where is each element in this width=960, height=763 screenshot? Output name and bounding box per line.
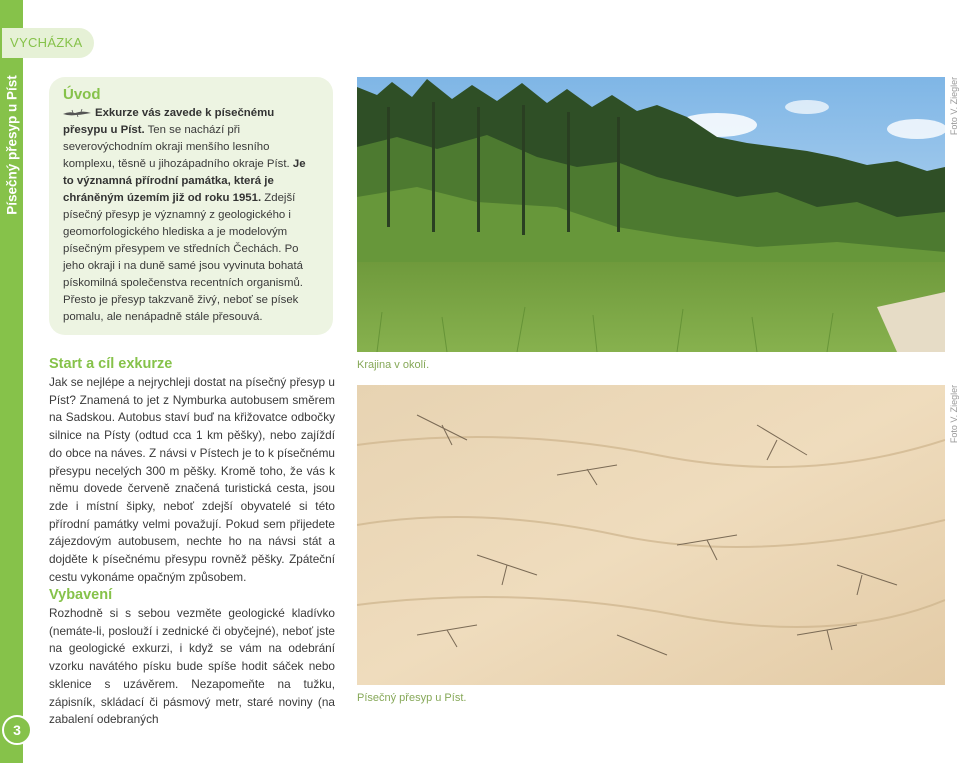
- sand-dune-credit-text: Foto V. Ziegler: [949, 384, 959, 444]
- landscape-photo-credit: [948, 76, 960, 136]
- sand-dune-photo-credit: [948, 384, 960, 444]
- equipment-text: Rozhodně si s sebou vezměte geologické kladívko (nemáte-li, poslouží i zednické či obyčejné), neboť jste na geologické exkurzi, i když se vám na odebrání vzorku navátého písku bude spíše hodit sáček nebo sklenice s uzávěrem. Nezapomeňte na tužku, zápisník, skládací či pásmový metr, staré noviny (na zabalení odebraných: [49, 606, 335, 727]
- start-text: Jak se nejlépe a nejrychleji dostat na písečný přesyp u Píst? Znamená to jet z Nymburka autobusem směrem na Sadskou. Autobus staví buď na křižovatce odbočky silnice na Písty (odtud cca 1 km pěšky), nebo zajíždí do obce na náves. Z návsi v Pístech je to k písečnému přesypu necelých 300 m pěšky. Kromě toho, že vás k němu dovede červeně značená turistická cesta, jsou zde i místní šipky, neboť zdejší obyvatelé si této přírodní památky velmi považují. Pokud sem přijedete zájezdovým autobusem, nechte ho na návsi stát a dojděte k písečnému přesypu rovněž pěšky. Zpáteční cestu vykonáme opačným způsobem.: [49, 375, 335, 584]
- landscape-credit-text: Foto V. Ziegler: [949, 76, 959, 136]
- sand-dune-caption: Písečný přesyp u Píst.: [357, 692, 467, 704]
- landscape-caption: Krajina v okolí.: [357, 359, 430, 371]
- sidebar-title-text: Písečný přesyp u Píst: [4, 75, 19, 215]
- section-tag: VYCHÁZKA: [2, 28, 94, 58]
- intro-text-1: Ten se nachází při severovýchodním okraji menšího lesního komplexu, těsně u jihozápadního okraje Píst.: [63, 124, 293, 170]
- intro-paragraph: [63, 105, 319, 326]
- intro-heading: Úvod: [63, 86, 101, 103]
- intro-bold-2: Je to významná přírodní památka, která je chráněným územím již od roku 1951.: [63, 158, 306, 204]
- sidebar-title: [0, 70, 23, 220]
- equipment-section: [49, 587, 335, 729]
- landscape-photo: [357, 77, 945, 352]
- start-heading: Start a cíl exkurze: [49, 356, 173, 372]
- lizard-icon: [63, 109, 91, 117]
- sand-dune-photo: [357, 385, 945, 685]
- intro-bold-1: Exkurze vás zavede k písečnému přesypu u Píst.: [63, 107, 275, 136]
- intro-text-2: Zdejší písečný přesyp je významný z geologického i geomorfologického hlediska a je modelovým písečným přesypem ve středních Čechách. Po jeho okraji i na duně samé jsou vyvinuta bohatá pískomilná společenstva recentních organismů. Přesto je přesyp takzvaně živý, neboť se písek pomalu, ale nenápadně stále přesouvá.: [63, 192, 303, 323]
- start-section: [49, 356, 335, 586]
- page-number: 3: [2, 715, 32, 745]
- equipment-heading: Vybavení: [49, 587, 113, 603]
- intro-box: [49, 77, 333, 335]
